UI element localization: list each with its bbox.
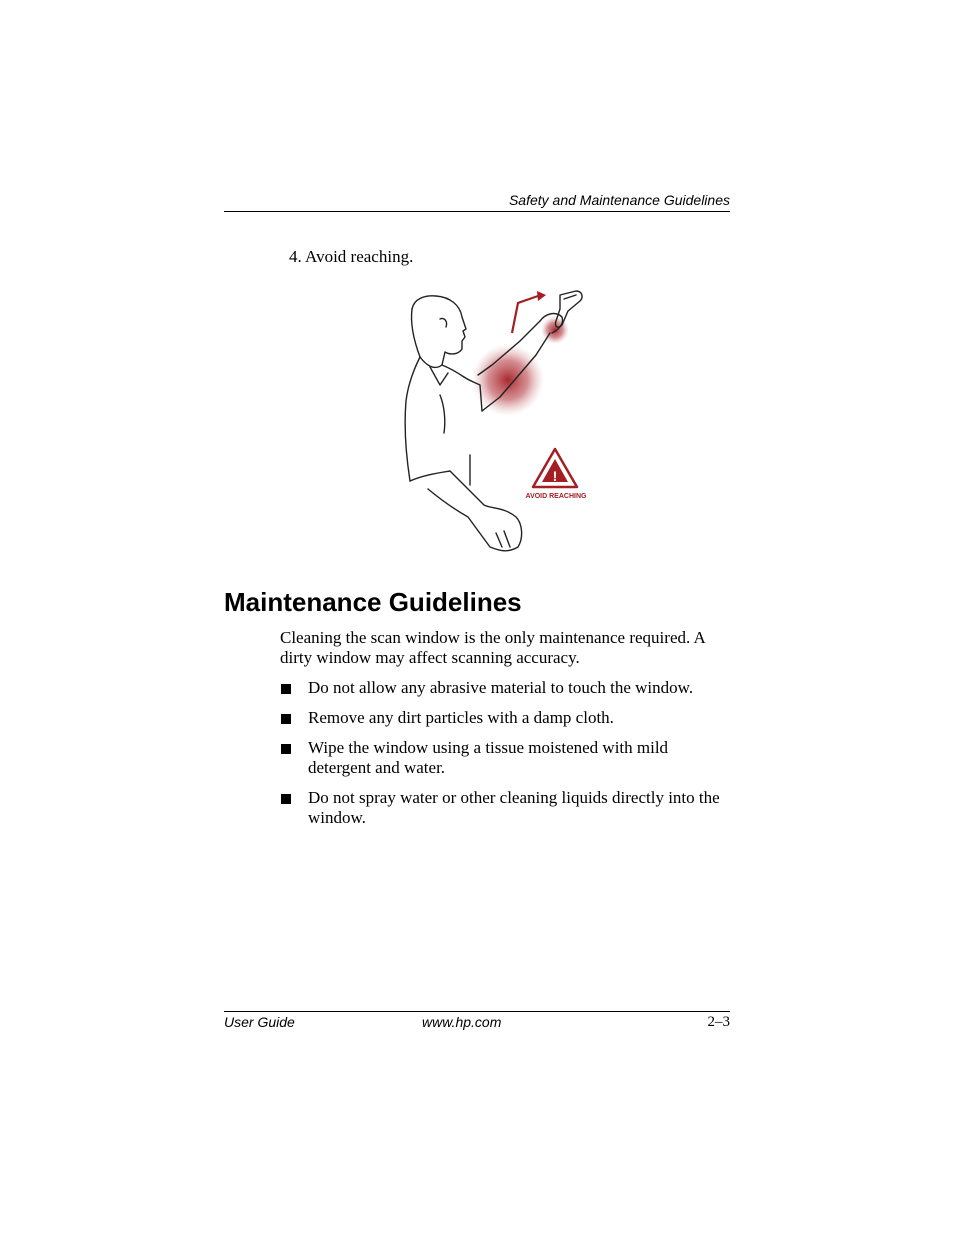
step-text: 4. Avoid reaching. xyxy=(289,247,414,266)
square-bullet-icon xyxy=(281,684,291,694)
section-heading: Maintenance Guidelines xyxy=(224,587,522,617)
warning-exclamation: ! xyxy=(552,468,558,484)
page-number: 2–3 xyxy=(707,1014,730,1030)
list-item xyxy=(280,678,730,698)
intro-paragraph: Cleaning the scan window is the only maintenance required. A dirty window may affect scanning accuracy. xyxy=(280,628,705,667)
square-bullet-icon xyxy=(281,744,291,754)
footer-website: www.hp.com xyxy=(422,1014,502,1030)
footer-guide-title: User Guide xyxy=(224,1014,295,1030)
square-bullet-icon xyxy=(281,714,291,724)
avoid-reaching-illustration xyxy=(400,285,590,560)
list-item-text: Do not spray water or other cleaning liquids directly into the window. xyxy=(308,788,720,827)
square-bullet-icon xyxy=(281,794,291,804)
warning-triangle-icon xyxy=(533,449,577,487)
upward-arrow-icon xyxy=(512,291,546,333)
list-item-text: Do not allow any abrasive material to touch the window. xyxy=(308,678,694,697)
list-item xyxy=(280,708,730,728)
list-item-text: Remove any dirt particles with a damp cloth. xyxy=(308,708,614,727)
page-footer xyxy=(224,1012,730,1032)
warning-label: AVOID REACHING xyxy=(525,493,587,500)
header-rule xyxy=(224,211,730,212)
list-item xyxy=(280,738,730,778)
running-header: Safety and Maintenance Guidelines xyxy=(508,192,730,208)
list-item-text: Wipe the window using a tissue moistened with mild detergent and water. xyxy=(308,738,669,777)
list-item xyxy=(280,788,730,828)
shoulder-strain-highlight xyxy=(472,344,544,416)
maintenance-list xyxy=(280,678,730,838)
